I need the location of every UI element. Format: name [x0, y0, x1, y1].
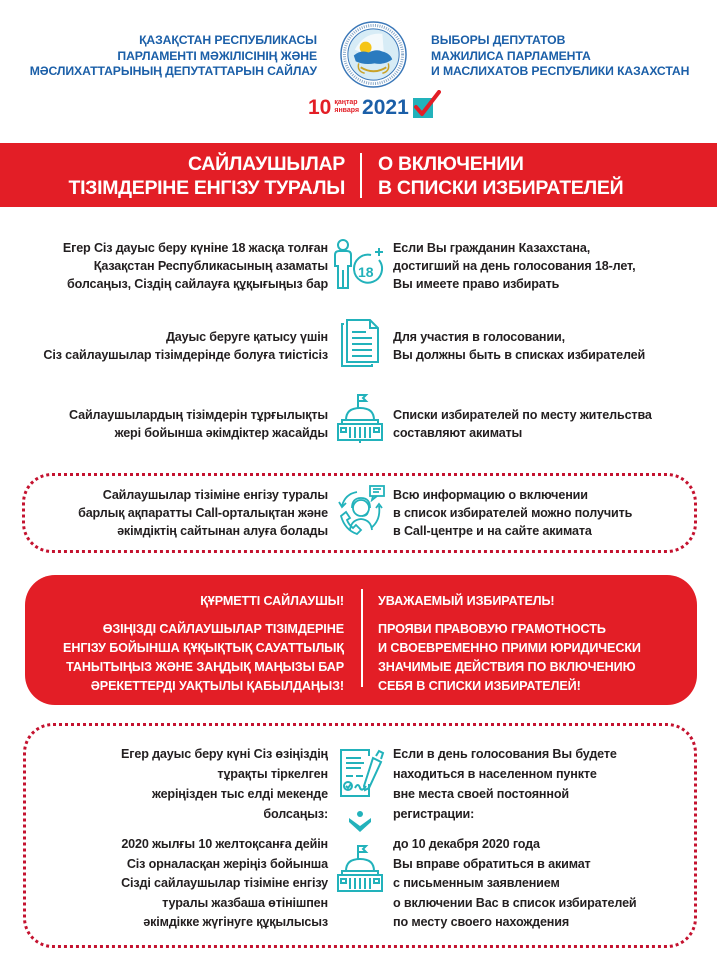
document-list-icon [340, 318, 382, 368]
russian-title-line: МАЖИЛИСА ПАРЛАМЕНТА [431, 48, 591, 63]
text-line: составляют акиматы [393, 426, 523, 440]
absentee-action-kazakh [121, 835, 328, 933]
government-building-icon [336, 843, 384, 895]
row-kazakh-text [69, 406, 328, 442]
text-line: Сіз сайлаушылар тізімдерінде болуға тиістісіз [43, 348, 328, 362]
absentee-condition-kazakh [121, 744, 328, 824]
text-line: по месту своего нахождения [393, 915, 570, 929]
text-line: Сізді сайлаушылар тізіміне енгізу [121, 876, 328, 890]
text-line: ПРОЯВИ ПРАВОВУЮ ГРАМОТНОСТЬ [378, 622, 606, 636]
text-line: Қазақстан Республикасының азаматы [93, 259, 328, 273]
russian-title-line: И МАСЛИХАТОВ РЕСПУБЛИКИ КАЗАХСТАН [431, 64, 690, 78]
row-russian-text [393, 239, 635, 293]
text-line: находиться в населенном пункте [393, 767, 597, 781]
date-month [334, 99, 359, 115]
signed-document-icon [339, 748, 385, 798]
banner-kazakh-line: ТІЗІМДЕРІНЕ ЕНГІЗУ ТУРАЛЫ [68, 177, 345, 199]
banner-russian-line: В СПИСКИ ИЗБИРАТЕЛЕЙ [378, 177, 624, 199]
text-line: Если Вы гражданин Казахстана, [393, 241, 591, 255]
text-line: Вы имеете право избирать [393, 277, 560, 291]
text-line: вне места своей постоянной [393, 787, 569, 801]
text-line: тұрақты тіркелген [217, 767, 328, 781]
appeal-divider [361, 589, 363, 687]
text-line: Если в день голосования Вы будете [393, 747, 617, 761]
chevron-down-icon [348, 810, 372, 834]
text-line: о включении Вас в список избирателей [393, 895, 637, 910]
text-line: Сайлаушылар тізіміне енгізу туралы [102, 488, 328, 502]
banner-kazakh [68, 152, 345, 200]
appeal-russian-heading: УВАЖАЕМЫЙ ИЗБИРАТЕЛЬ! [378, 594, 555, 608]
cec-seal-icon [339, 20, 408, 89]
text-line: Егер Сіз дауыс беру күніне 18 жасқа толған [62, 241, 328, 255]
text-line: болсаңыз: [263, 807, 328, 821]
kazakh-title-line: МӘСЛИХАТТАРЫНЫҢ ДЕПУТАТТАРЫН САЙЛАУ [29, 64, 317, 78]
text-line: в Call-центре и на сайте акимата [393, 524, 592, 538]
text-line: регистрации: [393, 807, 475, 821]
text-line: әкімдіктің сайтынан алуға болады [117, 524, 328, 538]
text-line: Вы вправе обратиться в акимат [393, 856, 591, 871]
text-line: әкімдікке жүгінуге құқылысыз [143, 915, 328, 929]
date-month-ru: января [334, 107, 360, 114]
text-line: ӨЗІҢІЗДІ САЙЛАУШЫЛАР ТІЗІМДЕРІНЕ [102, 622, 344, 636]
kazakh-title-line: ҚАЗАҚСТАН РЕСПУБЛИКАСЫ [139, 33, 317, 47]
person-18-plus-icon [333, 238, 387, 292]
row-russian-text [393, 406, 652, 442]
voter-appeal-box [25, 575, 697, 705]
row-kazakh-text [43, 328, 328, 364]
row-russian-text [393, 486, 632, 540]
date-month-kz: қаңтар [334, 99, 358, 106]
kazakh-title-line: ПАРЛАМЕНТІ МӘЖІЛІСІНІҢ ЖӘНЕ [117, 48, 317, 63]
row-kazakh-text [78, 486, 328, 540]
banner-russian-line: О ВКЛЮЧЕНИИ [378, 153, 524, 175]
text-line: ТАНЫТЫҢЫЗ ЖӘНЕ ЗАҢДЫҚ МАҢЫЗЫ БАР [66, 660, 344, 674]
text-line: Списки избирателей по месту жительства [393, 408, 652, 422]
kazakh-election-title [20, 33, 317, 80]
banner-russian [378, 152, 623, 200]
checkmark-icon [411, 90, 441, 120]
text-line: болсаңыз, Сіздің сайлауға құқығыңыз бар [67, 277, 328, 291]
call-center-icon [337, 484, 387, 536]
text-line: ЕНГІЗУ БОЙЫНША ҚҰҚЫҚТЫҚ САУАТТЫЛЫҚ [63, 641, 344, 655]
text-line: И СВОЕВРЕМЕННО ПРИМИ ЮРИДИЧЕСКИ [378, 641, 641, 655]
text-line: 2020 жылғы 10 желтоқсанға дейін [121, 837, 328, 851]
absentee-action-russian [393, 835, 637, 933]
text-line: СЕБЯ В СПИСКИ ИЗБИРАТЕЛЕЙ! [378, 679, 581, 693]
text-line: жеріңізден тыс елді мекенде [151, 787, 328, 801]
text-line: в список избирателей можно получить [393, 506, 633, 520]
row-kazakh-text [63, 239, 328, 293]
text-line: Сіз орналасқан жеріңіз бойынша [126, 856, 328, 871]
russian-election-title [431, 33, 717, 80]
row-russian-text [393, 328, 645, 364]
appeal-russian-body [378, 620, 641, 696]
text-line: туралы жазбаша өтінішпен [162, 895, 328, 910]
age-18-label: 18 [358, 264, 374, 280]
section-banner [0, 143, 717, 207]
text-line: барлық ақпаратты Call-орталықтан және [78, 506, 328, 520]
absentee-condition-russian [393, 744, 617, 824]
appeal-kazakh-heading: ҚҰРМЕТТІ САЙЛАУШЫ! [200, 594, 344, 608]
text-line: ӘРЕКЕТТЕРДІ УАҚТЫЛЫ ҚАБЫЛДАҢЫЗ! [90, 679, 344, 693]
date-year: 2021 [362, 95, 409, 119]
banner-divider [360, 153, 362, 198]
appeal-kazakh-body [63, 620, 344, 696]
text-line: Дауыс беруге қатысу үшін [165, 330, 328, 344]
text-line: с письменным заявлением [393, 876, 560, 890]
election-date [308, 92, 441, 122]
text-line: Для участия в голосовании, [393, 330, 565, 344]
text-line: жері бойынша әкімдіктер жасайды [114, 426, 328, 440]
date-day: 10 [308, 95, 332, 119]
text-line: Всю информацию о включении [393, 488, 588, 502]
text-line: до 10 декабря 2020 года [393, 837, 540, 851]
government-building-icon [336, 392, 384, 444]
text-line: ЗНАЧИМЫЕ ДЕЙСТВИЯ ПО ВКЛЮЧЕНИЮ [378, 660, 636, 674]
banner-kazakh-line: САЙЛАУШЫЛАР [187, 153, 345, 175]
text-line: Сайлаушылардың тізімдерін тұрғылықты [69, 408, 328, 422]
text-line: Вы должны быть в списках избирателей [393, 348, 646, 362]
text-line: достигший на день голосования 18-лет, [393, 259, 636, 273]
text-line: Егер дауыс беру күні Сіз өзіңіздің [121, 747, 328, 761]
russian-title-line: ВЫБОРЫ ДЕПУТАТОВ [431, 33, 566, 47]
